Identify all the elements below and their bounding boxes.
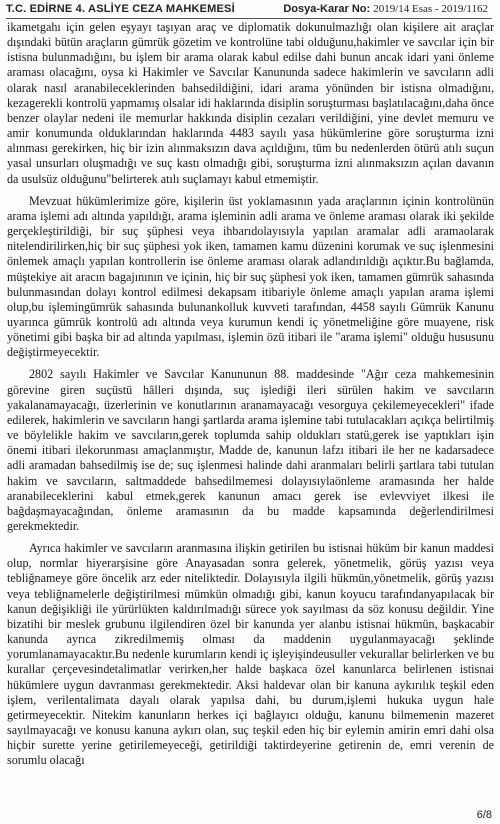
paragraph: ikametgahı için gelen eşyayı taşıyan araç ve diplomatik dokunulmazlığı olan kişilere ait araçlar dışındaki bütün araçların gümrük gözetim ve kontrolüne tabi olduğunu,hakimler ve savcılar için bir istisna bulunmadığını, bu işlem bir arama olarak kabul edilse dahi bunun ancak idari yani önleme araması olacağını, oysa ki Hakimler ve Savcılar Kanununda sadece hakimlerin ve savcıların adli olarak nasıl aranabileceklerinden bahsedildiğini, idari arama yönünden bir istisna olmadığını, kezagerekli kontrolü yapmamış olsalar idi haklarında disiplin soruşturması başlatılacağını,daha önce benzer olaylar nedeni ile memurlar hakkında disiplin cezaları verildiğini, yine devlet memuru ve amir konumunda olduklarından haklarında 4483 sayılı yasa hükümlerine göre soruşturma izni alınması gerekirken, hiç bir izin alınmaksızın dava açıldığını, tüm bu nedenlerden ötürü atılı suçun yasal unsurları oluşmadığı ve suç kastı olmadığı gibi, soruşturma izni alınmaksızın açılan davanın da usulsüz olduğunu"belirterek atılı suçlamayı kabul etmemiştir.	[7, 20, 494, 186]
court-name: T.C. EDİRNE 4. ASLİYE CEZA MAHKEMESİ	[6, 3, 235, 15]
case-number	[283, 3, 488, 15]
paragraph: 2802 sayılı Hakimler ve Savcılar Kanununun 88. maddesinde "Ağır ceza mahkemesinin görevine giren suçüstü hâlleri dışında, suç işlediği ileri sürülen hakim ve savcıların yakalanamayacağı, üzerlerinin ve konutlarının aranamayacağı vesorguya çekilemeyecekleri" ifade edilerek, hakimlerin ve savcıların hangi şartlarda arama işlemine tabi tutulacakları açıkça belirtilmiş ve böylelikle hakim ve savcıların,gerek toplumda sahip oldukları statü,gerek ise yaptıkları işin önemi itibari ilekorunması amaçlanmıştır, Madde de, kanunun lafzı itibari ile her ne kadarsadece adli aramadan bahsedilmiş ise de; suç işlenmesi halinde dahi aranmaları belirli şartlara tabi tutulan hakim ve savcıların, saltmaddede bahsedilmemesi dolayısıylaönleme aramasında her halde aranabileceklerini kabul etmek,gerek kanunun amacı gerek ise evlevviyet ilkesi ile bağdaşmayacağından, önleme aramasının da bu madde kapsamında değerlendirilmesi gerekmektedir.	[7, 367, 494, 533]
page-header	[6, 2, 492, 19]
document-body	[7, 20, 494, 776]
page-number: 6/8	[476, 809, 492, 821]
paragraph: Mevzuat hükümlerimize göre, kişilerin üst yoklamasının yada araçlarının içinin kontrolünün arama işlemi adı altında yapıldığı, arama işleminin adli arama ve önleme araması olarak iki şekilde gerçekleştirildiği, bir suç şüphesi veya ihbarıdolayısıyla yapılan aramalar adli aramaolarak nitelendirilirken,hiç bir suç şüphesi yok iken, tamamen kamu düzenini korumak ve suç işlenmesini önlemek amaçlı yapılan kontrollerin ise önleme araması olarak adlandırıldığı açıktır.Bu bağlamda, müştekiye ait aracın bagajınının ve içinin, hiç bir suç şüphesi yok iken, tamamen gümrük sahasında bulunmasından dolayı kontrol edilmesi dekapsam itibariyle önleme amaçlı yapılan arama işlemi olup,bu işlemingümrük sahasında bulunankolluk kuvveti tarafından, 4458 sayılı Gümrük Kanunu uyarınca gümrük kontrolü adı altında veya kurumun kendi iç yönetmeliğine göre muayene, risk yönetimi gibi başka bir ad altında yapılması, işlemin özü itibari ile "arama işlemi" olduğu hususunu değiştirmeyecektir.	[7, 193, 494, 360]
case-value: 2019/14 Esas - 2019/1162	[373, 3, 488, 15]
case-label: Dosya-Karar No:	[283, 3, 371, 15]
paragraph: Ayrıca hakimler ve savcıların aranmasına ilişkin getirilen bu istisnai hüküm bir kanun maddesi olup, normlar hiyerarşisine göre Anayasadan sonra gelerek, yönetmelik, görüş yazısı veya tebliğnameye göre öncelik arz eder niteliktedir. Dolayısıyla ilgili hükmün,yönetmelik, görüş yazısı veya tebliğnamelerle değiştirilmesi mümkün olmadığı gibi, kanun koyucu tarafındanyapılacak bir kanun değişikliği ile yürürlükten kaldırılmadığı sürece yok sayılması da söz konusu değildir. Yine bizatihi bir meslek grubunu ilgilendiren özel bir kanunda yer alanbu istisnai hükmün, başkacabir kanunda ayrıca zikredilmemiş olması da maddenin uygulanmayacağı şeklinde yorumlanamayacaktır.Bu nedenle kurumların kendi iç işleyişindeusuller vekurallar belirlerken ve bu kurallar çerçevesindetalimatlar verirken,her halde başkaca özel kanunlarca belirlenen istisnai hükümlere uygun davranması gerekmektedir. Aksi haldevar olan bir kanuna aykırılık teşkil eden işlem, verilentalimata dayalı olarak yapılsa dahi, bu durum,işlemi hukuka uygun hale getirmeyecektir. Nitekim kanunların herkes içi bağlayıcı olduğu, kanunu bilmemenin mazeret sayılmayacağı ve konusu kanuna aykırı olan, suç teşkil eden hiç bir eylemin amirin emri dahi olsa hiçbir surette yerine getirilemeyeceği, getirildiği taktirdeyerine getirenin de, emri verenin de sorumlu olacağı	[7, 541, 494, 768]
